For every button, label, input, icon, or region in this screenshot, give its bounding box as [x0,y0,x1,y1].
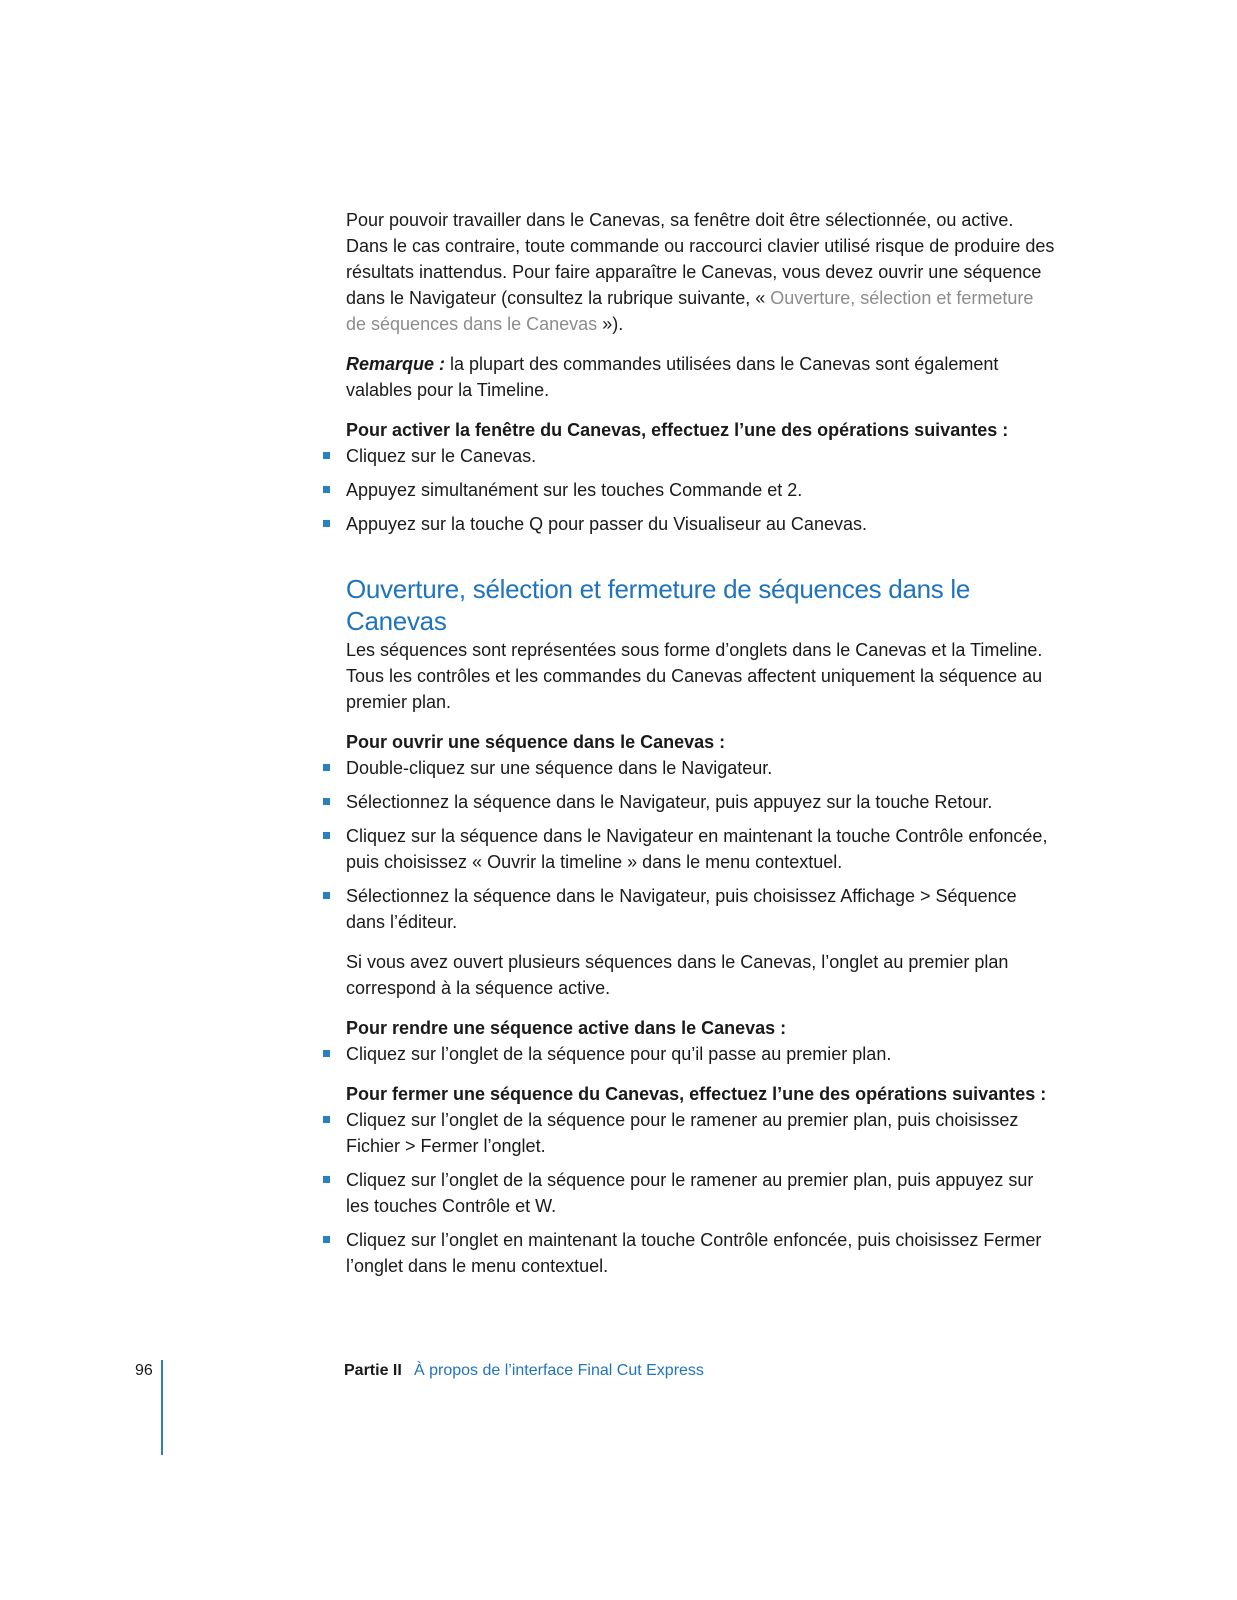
list-item [346,511,1056,537]
bullet-icon [323,1176,330,1183]
intro-text: Pour pouvoir travailler dans le Canevas, sa fenêtre doit être sélectionnée, ou active. Dans le cas contraire, toute commande ou raccourci clavier utilisé risque de produire des résultats inattendus. Pour faire apparaître le Canevas, vous devez ouvrir une séquence dans le Navigateur (consultez la rubrique suivante, « [346,210,1055,308]
note-label: Remarque : [346,354,446,374]
list-item [346,755,1056,781]
list-item [346,1107,1056,1159]
activate-list [346,443,1056,537]
intro-text-end: »). [597,314,624,334]
section-heading: Ouverture, sélection et fermeture de séquences dans le Canevas [346,574,971,636]
close-list [346,1107,1056,1279]
intro-paragraph [346,207,1056,337]
list-item-text: Cliquez sur l’onglet de la séquence pour qu’il passe au premier plan. [346,1044,892,1064]
list-item-text: Sélectionnez la séquence dans le Navigateur, puis choisissez Affichage > Séquence dans l’éditeur. [346,886,1017,932]
footer-part-label: Partie II [344,1362,402,1379]
note-text: la plupart des commandes utilisées dans le Canevas sont également valables pour la Timeline. [346,354,999,400]
close-lead: Pour fermer une séquence du Canevas, effectuez l’une des opérations suivantes : [346,1084,1047,1104]
multi-sequence-note: Si vous avez ouvert plusieurs séquences dans le Canevas, l’onglet au premier plan correspond à la séquence active. [346,952,1009,998]
bullet-icon [323,1050,330,1057]
section-body: Les séquences sont représentées sous forme d’onglets dans le Canevas et la Timeline. Tous les contrôles et les commandes du Canevas affectent uniquement la séquence au premier plan. [346,640,1043,712]
bullet-icon [323,486,330,493]
list-item-text: Appuyez sur la touche Q pour passer du Visualiseur au Canevas. [346,514,867,534]
page-content [346,207,1056,1293]
footer-rule [161,1360,163,1455]
list-item-text: Cliquez sur le Canevas. [346,446,537,466]
list-item-text: Appuyez simultanément sur les touches Commande et 2. [346,480,803,500]
list-item-text: Double-cliquez sur une séquence dans le Navigateur. [346,758,773,778]
list-item [346,1041,1056,1067]
active-list [346,1041,1056,1067]
list-item [346,477,1056,503]
bullet-icon [323,1116,330,1123]
activate-lead: Pour activer la fenêtre du Canevas, effectuez l’une des opérations suivantes : [346,420,1009,440]
list-item-text: Cliquez sur la séquence dans le Navigateur en maintenant la touche Contrôle enfoncée, puis choisissez « Ouvrir la timeline » dans le menu contextuel. [346,826,1048,872]
open-list [346,755,1056,935]
list-item [346,443,1056,469]
cross-reference-link[interactable]: Ouverture, sélection et fermeture de séquences dans le Canevas [346,288,1034,334]
bullet-icon [323,452,330,459]
bullet-icon [323,892,330,899]
bullet-icon [323,832,330,839]
list-item [346,883,1056,935]
list-item-text: Cliquez sur l’onglet en maintenant la touche Contrôle enfoncée, puis choisissez Fermer l’onglet dans le menu contextuel. [346,1230,1042,1276]
bullet-icon [323,764,330,771]
page-number: 96 [135,1362,153,1379]
list-item [346,1167,1056,1219]
list-item [346,823,1056,875]
footer-part-title: À propos de l’interface Final Cut Express [414,1362,704,1379]
bullet-icon [323,520,330,527]
open-lead: Pour ouvrir une séquence dans le Canevas : [346,732,726,752]
list-item-text: Sélectionnez la séquence dans le Navigateur, puis appuyez sur la touche Retour. [346,792,993,812]
active-lead: Pour rendre une séquence active dans le Canevas : [346,1018,787,1038]
list-item-text: Cliquez sur l’onglet de la séquence pour le ramener au premier plan, puis appuyez sur les touches Contrôle et W. [346,1170,1034,1216]
list-item [346,1227,1056,1279]
note-paragraph [346,351,1056,403]
bullet-icon [323,1236,330,1243]
list-item [346,789,1056,815]
bullet-icon [323,798,330,805]
list-item-text: Cliquez sur l’onglet de la séquence pour le ramener au premier plan, puis choisissez Fichier > Fermer l’onglet. [346,1110,1019,1156]
